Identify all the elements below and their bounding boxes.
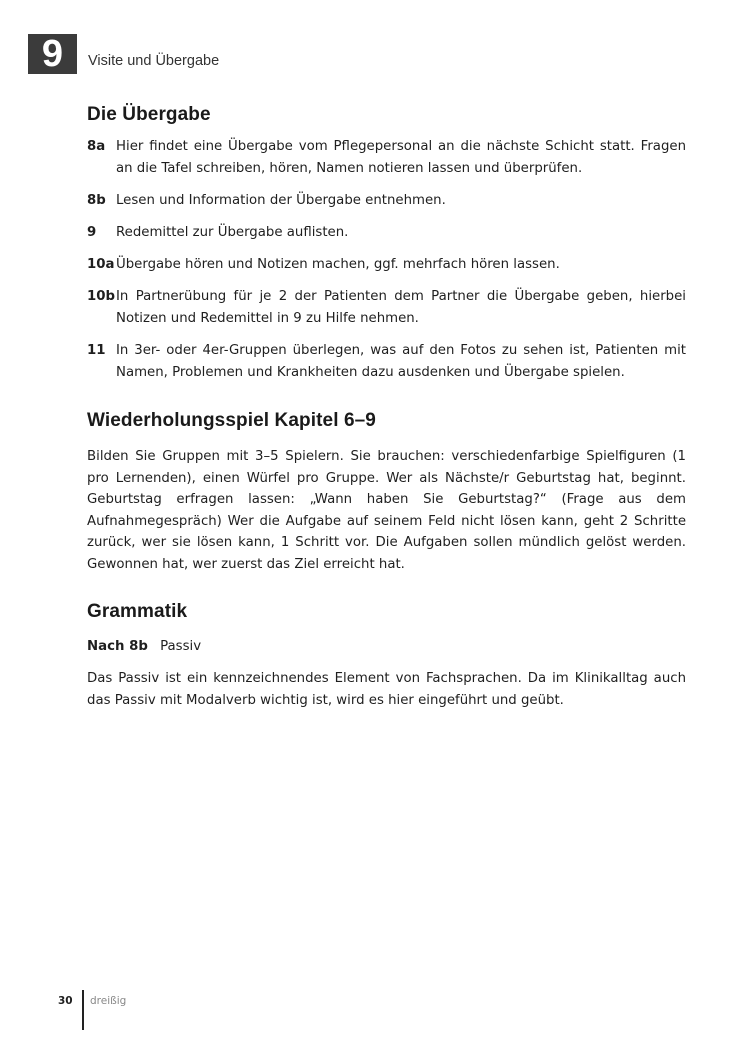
list-item xyxy=(87,254,686,276)
section-title-grammatik: Grammatik xyxy=(87,601,188,622)
page-content xyxy=(87,104,686,724)
chapter-number-badge: 9 xyxy=(28,34,77,74)
item-number: 10a xyxy=(87,257,115,272)
item-number: 8a xyxy=(87,139,106,154)
item-number: 10b xyxy=(87,289,116,304)
grammatik-sub-label: Nach 8b xyxy=(87,639,148,654)
item-text: Lesen und Information der Übergabe entnehmen. xyxy=(116,193,446,208)
item-number: 9 xyxy=(87,225,97,240)
item-text: Redemittel zur Übergabe auflisten. xyxy=(116,225,349,240)
item-text: In 3er- oder 4er-Gruppen überlegen, was auf den Fotos zu sehen ist, Patienten mit Namen, Problemen und Krankheiten dazu ausdenken und Übergabe spielen. xyxy=(116,343,686,380)
list-item xyxy=(87,222,686,244)
item-text: Übergabe hören und Notizen machen, ggf. mehrfach hören lassen. xyxy=(116,257,560,272)
item-text: In Partnerübung für je 2 der Patienten dem Partner die Übergabe geben, hierbei Notizen und Redemittel in 9 zu Hilfe nehmen. xyxy=(116,289,686,326)
section-title-uebergabe: Die Übergabe xyxy=(87,104,211,125)
chapter-title: Visite und Übergabe xyxy=(88,53,220,69)
spiel-paragraph: Bilden Sie Gruppen mit 3–5 Spielern. Sie brauchen: verschiedenfarbige Spielfiguren (1 pro Lernenden), einen Würfel pro Gruppe. Wer als Nächste/r Geburtstag hat, beginnt. Geburtstag erfragen lassen: „Wann haben Sie Geburtstag?“ (Frage aus dem Aufnahmegespräch) Wer die Aufgabe auf seinem Feld nicht lösen kann, geht 2 Schritte zurück, wer sie lösen kann, 1 Schritt vor. Die Aufgaben sollen mündlich gelöst werden. Gewonnen hat, wer zuerst das Ziel erreicht hat. xyxy=(87,449,686,572)
grammatik-sub-topic: Passiv xyxy=(160,639,202,654)
page-number-word: dreißig xyxy=(90,995,127,1007)
item-number: 8b xyxy=(87,193,106,208)
list-item xyxy=(87,340,686,384)
page-number: 30 xyxy=(58,995,73,1007)
item-number: 11 xyxy=(87,343,106,358)
item-text: Hier findet eine Übergabe vom Pflegepersonal an die nächste Schicht statt. Fragen an die Tafel schreiben, hören, Namen notieren lassen und überprüfen. xyxy=(116,139,686,176)
list-item xyxy=(87,190,686,212)
footer-divider xyxy=(82,990,84,1030)
list-item xyxy=(87,136,686,180)
grammatik-subheading xyxy=(87,639,686,654)
list-item xyxy=(87,286,686,330)
grammatik-paragraph: Das Passiv ist ein kennzeichnendes Element von Fachsprachen. Da im Klinikalltag auch das Passiv mit Modalverb wichtig ist, wird es hier eingeführt und geübt. xyxy=(87,671,686,708)
section-title-spiel: Wiederholungsspiel Kapitel 6–9 xyxy=(87,410,376,431)
